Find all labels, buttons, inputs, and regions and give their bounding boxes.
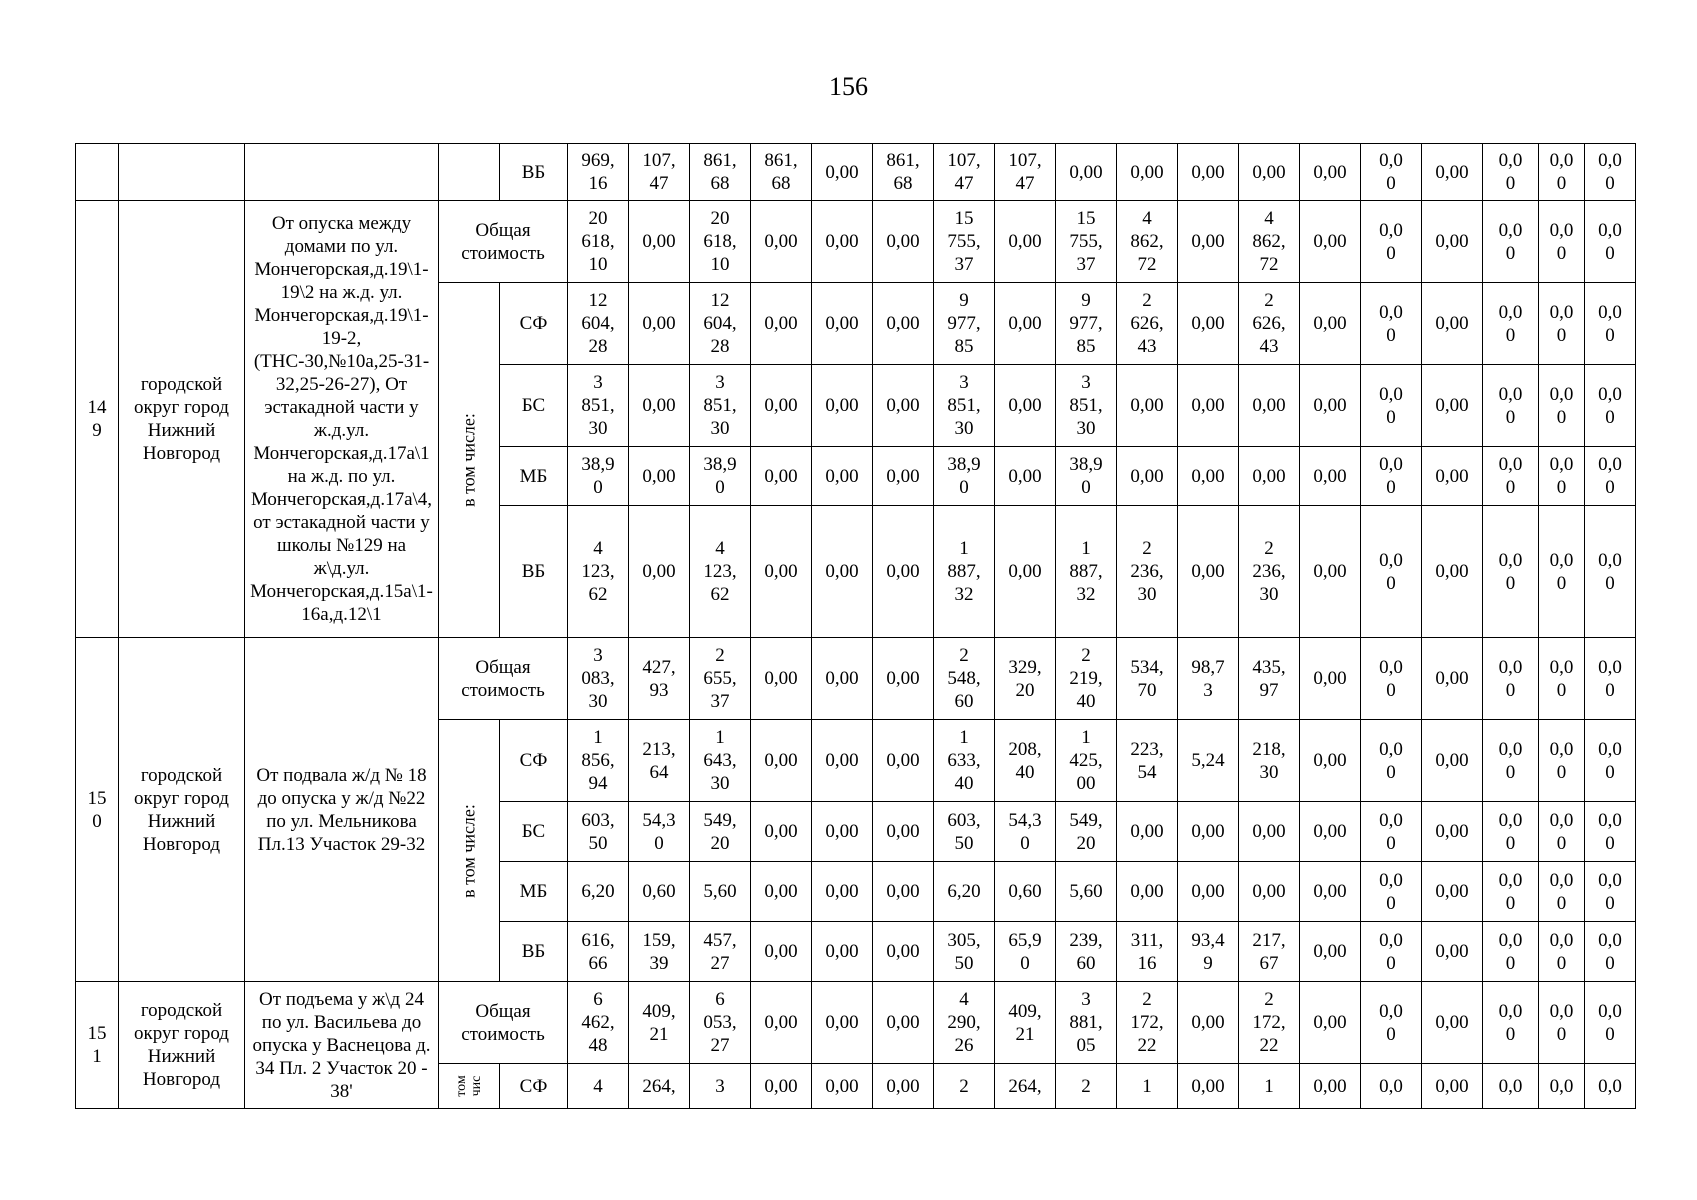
value-cell: 0,00 bbox=[751, 638, 812, 720]
value-cell: 0,0 bbox=[1361, 1064, 1422, 1109]
value-cell: 1 856, 94 bbox=[568, 720, 629, 802]
value-cell: 0,0 0 bbox=[1483, 201, 1539, 283]
value-cell: 0,00 bbox=[1178, 1064, 1239, 1109]
value-cell: 1 425, 00 bbox=[1056, 720, 1117, 802]
value-cell: 98,7 3 bbox=[1178, 638, 1239, 720]
value-cell: 0,00 bbox=[1300, 922, 1361, 982]
value-cell: 0,00 bbox=[1300, 720, 1361, 802]
value-cell: 0,00 bbox=[812, 802, 873, 862]
funding-type: БС bbox=[500, 802, 568, 862]
value-cell: 54,3 0 bbox=[995, 802, 1056, 862]
value-cell: 0,00 bbox=[1178, 506, 1239, 638]
value-cell: 0,00 bbox=[629, 283, 690, 365]
district-name: городской округ город Нижний Новгород bbox=[119, 201, 245, 638]
value-cell: 435, 97 bbox=[1239, 638, 1300, 720]
value-cell: 0,0 0 bbox=[1361, 365, 1422, 447]
value-cell: 2 bbox=[934, 1064, 995, 1109]
value-cell: 969, 16 bbox=[568, 144, 629, 201]
value-cell: 0,00 bbox=[1422, 802, 1483, 862]
value-cell: 0,00 bbox=[812, 144, 873, 201]
value-cell: 208, 40 bbox=[995, 720, 1056, 802]
value-cell: 0,0 0 bbox=[1585, 982, 1636, 1064]
value-cell: 2 219, 40 bbox=[1056, 638, 1117, 720]
entry-number: 15 0 bbox=[76, 638, 119, 982]
subgroup-label: том чис bbox=[454, 1075, 484, 1097]
value-cell: 5,60 bbox=[1056, 862, 1117, 922]
subgroup-label: в том числе: bbox=[458, 803, 479, 898]
value-cell: 223, 54 bbox=[1117, 720, 1178, 802]
route-description: От подвала ж/д № 18 до опуска у ж/д №22 по ул. Мельникова Пл.13 Участок 29-32 bbox=[245, 638, 439, 982]
value-cell: 4 123, 62 bbox=[690, 506, 751, 638]
value-cell: 603, 50 bbox=[568, 802, 629, 862]
value-cell: 0,00 bbox=[629, 201, 690, 283]
value-cell: 4 862, 72 bbox=[1117, 201, 1178, 283]
value-cell: 0,0 0 bbox=[1483, 982, 1539, 1064]
value-cell: 0,0 0 bbox=[1539, 862, 1585, 922]
value-cell: 0,0 0 bbox=[1585, 506, 1636, 638]
value-cell: 0,00 bbox=[751, 922, 812, 982]
value-cell: 0,00 bbox=[1422, 365, 1483, 447]
value-cell: 0,00 bbox=[751, 201, 812, 283]
value-cell: 0,0 0 bbox=[1483, 144, 1539, 201]
number-cell bbox=[76, 144, 119, 201]
value-cell: 0,00 bbox=[1178, 802, 1239, 862]
value-cell: 0,0 0 bbox=[1539, 802, 1585, 862]
value-cell: 3 851, 30 bbox=[568, 365, 629, 447]
value-cell: 3 bbox=[690, 1064, 751, 1109]
value-cell: 0,00 bbox=[873, 447, 934, 506]
description-cell bbox=[245, 144, 439, 201]
value-cell: 4 123, 62 bbox=[568, 506, 629, 638]
value-cell: 0,00 bbox=[873, 1064, 934, 1109]
value-cell: 264, bbox=[629, 1064, 690, 1109]
value-cell: 213, 64 bbox=[629, 720, 690, 802]
page-number: 156 bbox=[829, 72, 868, 101]
value-cell: 0,0 0 bbox=[1361, 201, 1422, 283]
value-cell: 549, 20 bbox=[690, 802, 751, 862]
value-cell: 0,00 bbox=[751, 283, 812, 365]
value-cell: 0,0 0 bbox=[1585, 201, 1636, 283]
value-cell: 0,0 0 bbox=[1585, 144, 1636, 201]
value-cell: 0,00 bbox=[751, 720, 812, 802]
value-cell: 0,00 bbox=[751, 1064, 812, 1109]
value-cell: 0,00 bbox=[812, 638, 873, 720]
value-cell: 0,00 bbox=[1178, 144, 1239, 201]
value-cell: 1 633, 40 bbox=[934, 720, 995, 802]
value-cell: 0,0 0 bbox=[1585, 802, 1636, 862]
value-cell: 0,0 0 bbox=[1483, 283, 1539, 365]
value-cell: 0,00 bbox=[1178, 365, 1239, 447]
value-cell: 217, 67 bbox=[1239, 922, 1300, 982]
value-cell: 0,0 0 bbox=[1585, 720, 1636, 802]
funding-type: СФ bbox=[500, 1064, 568, 1109]
value-cell: 4 290, 26 bbox=[934, 982, 995, 1064]
value-cell: 0,00 bbox=[1117, 862, 1178, 922]
value-cell: 0,00 bbox=[1300, 802, 1361, 862]
value-cell: 0,0 0 bbox=[1361, 506, 1422, 638]
value-cell: 0,00 bbox=[751, 506, 812, 638]
subgroup-label-cell bbox=[439, 283, 500, 638]
value-cell: 0,00 bbox=[995, 201, 1056, 283]
value-cell: 0,00 bbox=[995, 447, 1056, 506]
value-cell: 0,00 bbox=[873, 982, 934, 1064]
value-cell: 0,0 0 bbox=[1361, 144, 1422, 201]
value-cell: 107, 47 bbox=[629, 144, 690, 201]
value-cell: 0,0 0 bbox=[1539, 638, 1585, 720]
subgroup-cell bbox=[439, 144, 500, 201]
value-cell: 0,00 bbox=[751, 862, 812, 922]
value-cell: 54,3 0 bbox=[629, 802, 690, 862]
entry-number: 14 9 bbox=[76, 201, 119, 638]
value-cell: 861, 68 bbox=[751, 144, 812, 201]
value-cell: 0,0 0 bbox=[1539, 201, 1585, 283]
funding-type: СФ bbox=[500, 720, 568, 802]
value-cell: 0,00 bbox=[751, 982, 812, 1064]
value-cell: 38,9 0 bbox=[690, 447, 751, 506]
value-cell: 1 bbox=[1117, 1064, 1178, 1109]
value-cell: 0,0 bbox=[1585, 1064, 1636, 1109]
subgroup-label: в том числе: bbox=[458, 413, 479, 507]
value-cell: 534, 70 bbox=[1117, 638, 1178, 720]
value-cell: 0,00 bbox=[995, 365, 1056, 447]
value-cell: 0,00 bbox=[1422, 447, 1483, 506]
funding-type: ВБ bbox=[500, 506, 568, 638]
value-cell: 0,00 bbox=[1239, 365, 1300, 447]
value-cell: 0,00 bbox=[1300, 447, 1361, 506]
value-cell: 0,00 bbox=[1117, 802, 1178, 862]
table-row bbox=[76, 201, 1636, 283]
value-cell: 0,00 bbox=[1300, 862, 1361, 922]
value-cell: 0,00 bbox=[812, 283, 873, 365]
value-cell: 0,00 bbox=[1300, 144, 1361, 201]
total-cost-label: Общая стоимость bbox=[439, 201, 568, 283]
value-cell: 0,00 bbox=[629, 365, 690, 447]
value-cell: 0,00 bbox=[873, 802, 934, 862]
value-cell: 93,4 9 bbox=[1178, 922, 1239, 982]
entry-number: 15 1 bbox=[76, 982, 119, 1109]
value-cell: 5,24 bbox=[1178, 720, 1239, 802]
value-cell: 0,00 bbox=[1422, 1064, 1483, 1109]
value-cell: 0,00 bbox=[1300, 283, 1361, 365]
value-cell: 0,00 bbox=[873, 638, 934, 720]
value-cell: 0,00 bbox=[1178, 862, 1239, 922]
value-cell: 0,00 bbox=[751, 365, 812, 447]
subgroup-label-cell bbox=[439, 720, 500, 982]
value-cell: 0,00 bbox=[812, 922, 873, 982]
value-cell: 0,0 0 bbox=[1361, 802, 1422, 862]
value-cell: 1 887, 32 bbox=[934, 506, 995, 638]
value-cell: 0,0 0 bbox=[1483, 365, 1539, 447]
value-cell: 0,00 bbox=[1178, 201, 1239, 283]
funding-type: МБ bbox=[500, 447, 568, 506]
value-cell: 6,20 bbox=[934, 862, 995, 922]
value-cell: 3 083, 30 bbox=[568, 638, 629, 720]
value-cell: 0,00 bbox=[1422, 720, 1483, 802]
value-cell: 2 626, 43 bbox=[1117, 283, 1178, 365]
value-cell: 0,0 0 bbox=[1483, 506, 1539, 638]
district-cell bbox=[119, 144, 245, 201]
value-cell: 0,0 0 bbox=[1539, 283, 1585, 365]
value-cell: 0,00 bbox=[1300, 982, 1361, 1064]
value-cell: 0,00 bbox=[1300, 506, 1361, 638]
value-cell: 2 bbox=[1056, 1064, 1117, 1109]
value-cell: 0,0 0 bbox=[1361, 982, 1422, 1064]
value-cell: 0,0 bbox=[1483, 1064, 1539, 1109]
value-cell: 0,00 bbox=[1178, 283, 1239, 365]
value-cell: 2 655, 37 bbox=[690, 638, 751, 720]
value-cell: 0,00 bbox=[1117, 144, 1178, 201]
value-cell: 603, 50 bbox=[934, 802, 995, 862]
route-description: От опуска между домами по ул. Мончегорская,д.19\1-19\2 на ж.д. ул. Мончегорская,д.19\1-19-2, (ТНС-30,№10а,25-31-32,25-26-27), От эстакадной части у ж.д.ул. Мончегорская,д.17а\1 на ж.д. по ул. Мончегорская,д.17а\4, от эстакадной части у школы №129 на ж\д.ул. Мончегорская,д.15а\1-16а,д.12\1 bbox=[245, 201, 439, 638]
value-cell: 0,00 bbox=[1422, 982, 1483, 1064]
value-cell: 0,0 0 bbox=[1483, 720, 1539, 802]
value-cell: 0,0 0 bbox=[1361, 447, 1422, 506]
value-cell: 218, 30 bbox=[1239, 720, 1300, 802]
funding-type: СФ bbox=[500, 283, 568, 365]
value-cell: 1 887, 32 bbox=[1056, 506, 1117, 638]
value-cell: 0,00 bbox=[995, 506, 1056, 638]
value-cell: 0,00 bbox=[751, 802, 812, 862]
value-cell: 5,60 bbox=[690, 862, 751, 922]
value-cell: 0,0 0 bbox=[1585, 638, 1636, 720]
value-cell: 2 548, 60 bbox=[934, 638, 995, 720]
value-cell: 3 851, 30 bbox=[690, 365, 751, 447]
value-cell: 0,00 bbox=[873, 922, 934, 982]
funding-type: БС bbox=[500, 365, 568, 447]
total-cost-label: Общая стоимость bbox=[439, 982, 568, 1064]
value-cell: 0,0 0 bbox=[1539, 982, 1585, 1064]
value-cell: 0,00 bbox=[1422, 862, 1483, 922]
value-cell: 0,0 0 bbox=[1585, 283, 1636, 365]
value-cell: 0,00 bbox=[1239, 144, 1300, 201]
funding-type: МБ bbox=[500, 862, 568, 922]
value-cell: 0,0 0 bbox=[1361, 922, 1422, 982]
value-cell: 0,00 bbox=[1239, 862, 1300, 922]
value-cell: 38,9 0 bbox=[1056, 447, 1117, 506]
value-cell: 107, 47 bbox=[995, 144, 1056, 201]
value-cell: 457, 27 bbox=[690, 922, 751, 982]
value-cell: 107, 47 bbox=[934, 144, 995, 201]
value-cell: 0,0 0 bbox=[1539, 720, 1585, 802]
value-cell: 38,9 0 bbox=[568, 447, 629, 506]
value-cell: 0,00 bbox=[1422, 144, 1483, 201]
value-cell: 0,0 0 bbox=[1539, 144, 1585, 201]
value-cell: 0,0 0 bbox=[1483, 802, 1539, 862]
total-cost-label: Общая стоимость bbox=[439, 638, 568, 720]
value-cell: 1 bbox=[1239, 1064, 1300, 1109]
value-cell: 0,00 bbox=[1056, 144, 1117, 201]
value-cell: 264, bbox=[995, 1064, 1056, 1109]
value-cell: 3 881, 05 bbox=[1056, 982, 1117, 1064]
value-cell: 0,00 bbox=[629, 447, 690, 506]
value-cell: 0,00 bbox=[1239, 802, 1300, 862]
value-cell: 159, 39 bbox=[629, 922, 690, 982]
value-cell: 239, 60 bbox=[1056, 922, 1117, 982]
value-cell: 616, 66 bbox=[568, 922, 629, 982]
value-cell: 2 626, 43 bbox=[1239, 283, 1300, 365]
value-cell: 0,0 bbox=[1539, 1064, 1585, 1109]
type-cell: ВБ bbox=[500, 144, 568, 201]
value-cell: 427, 93 bbox=[629, 638, 690, 720]
value-cell: 0,00 bbox=[995, 283, 1056, 365]
value-cell: 0,00 bbox=[1117, 365, 1178, 447]
table-row bbox=[76, 144, 1636, 201]
value-cell: 0,00 bbox=[873, 201, 934, 283]
value-cell: 2 236, 30 bbox=[1117, 506, 1178, 638]
value-cell: 0,0 0 bbox=[1483, 638, 1539, 720]
funding-type: ВБ bbox=[500, 922, 568, 982]
value-cell: 0,00 bbox=[873, 365, 934, 447]
value-cell: 0,0 0 bbox=[1483, 447, 1539, 506]
district-name: городской округ город Нижний Новгород bbox=[119, 982, 245, 1109]
value-cell: 6,20 bbox=[568, 862, 629, 922]
value-cell: 0,00 bbox=[1117, 447, 1178, 506]
value-cell: 0,0 0 bbox=[1539, 506, 1585, 638]
value-cell: 9 977, 85 bbox=[934, 283, 995, 365]
value-cell: 0,00 bbox=[812, 862, 873, 922]
value-cell: 6 053, 27 bbox=[690, 982, 751, 1064]
value-cell: 2 172, 22 bbox=[1117, 982, 1178, 1064]
value-cell: 3 851, 30 bbox=[934, 365, 995, 447]
value-cell: 4 bbox=[568, 1064, 629, 1109]
value-cell: 0,00 bbox=[1300, 365, 1361, 447]
value-cell: 0,00 bbox=[1422, 506, 1483, 638]
value-cell: 0,00 bbox=[1239, 447, 1300, 506]
value-cell: 0,00 bbox=[812, 720, 873, 802]
value-cell: 0,00 bbox=[1422, 201, 1483, 283]
district-name: городской округ город Нижний Новгород bbox=[119, 638, 245, 982]
value-cell: 0,00 bbox=[873, 862, 934, 922]
value-cell: 4 862, 72 bbox=[1239, 201, 1300, 283]
value-cell: 0,00 bbox=[812, 506, 873, 638]
value-cell: 0,00 bbox=[629, 506, 690, 638]
value-cell: 0,00 bbox=[1178, 982, 1239, 1064]
value-cell: 0,00 bbox=[812, 365, 873, 447]
value-cell: 311, 16 bbox=[1117, 922, 1178, 982]
value-cell: 3 851, 30 bbox=[1056, 365, 1117, 447]
value-cell: 0,00 bbox=[873, 506, 934, 638]
route-description: От подъема у ж\д 24 по ул. Васильева до опуска у Васнецова д. 34 Пл. 2 Участок 20 - 38' bbox=[245, 982, 439, 1109]
value-cell: 20 618, 10 bbox=[690, 201, 751, 283]
value-cell: 38,9 0 bbox=[934, 447, 995, 506]
value-cell: 0,00 bbox=[1300, 638, 1361, 720]
value-cell: 0,00 bbox=[812, 982, 873, 1064]
value-cell: 549, 20 bbox=[1056, 802, 1117, 862]
table-row bbox=[76, 638, 1636, 720]
value-cell: 0,0 0 bbox=[1483, 862, 1539, 922]
value-cell: 0,0 0 bbox=[1539, 365, 1585, 447]
value-cell: 861, 68 bbox=[873, 144, 934, 201]
value-cell: 0,0 0 bbox=[1361, 720, 1422, 802]
value-cell: 0,0 0 bbox=[1361, 638, 1422, 720]
value-cell: 0,0 0 bbox=[1585, 447, 1636, 506]
table-row bbox=[76, 982, 1636, 1064]
value-cell: 0,00 bbox=[1300, 201, 1361, 283]
value-cell: 9 977, 85 bbox=[1056, 283, 1117, 365]
value-cell: 20 618, 10 bbox=[568, 201, 629, 283]
value-cell: 0,00 bbox=[812, 447, 873, 506]
value-cell: 409, 21 bbox=[995, 982, 1056, 1064]
value-cell: 409, 21 bbox=[629, 982, 690, 1064]
value-cell: 1 643, 30 bbox=[690, 720, 751, 802]
value-cell: 2 172, 22 bbox=[1239, 982, 1300, 1064]
value-cell: 0,0 0 bbox=[1539, 447, 1585, 506]
value-cell: 0,00 bbox=[812, 201, 873, 283]
value-cell: 0,0 0 bbox=[1361, 283, 1422, 365]
value-cell: 6 462, 48 bbox=[568, 982, 629, 1064]
value-cell: 0,00 bbox=[751, 447, 812, 506]
value-cell: 2 236, 30 bbox=[1239, 506, 1300, 638]
value-cell: 0,0 0 bbox=[1361, 862, 1422, 922]
value-cell: 12 604, 28 bbox=[690, 283, 751, 365]
value-cell: 329, 20 bbox=[995, 638, 1056, 720]
value-cell: 0,00 bbox=[873, 720, 934, 802]
value-cell: 0,60 bbox=[629, 862, 690, 922]
value-cell: 0,00 bbox=[1300, 1064, 1361, 1109]
value-cell: 0,00 bbox=[873, 283, 934, 365]
value-cell: 0,00 bbox=[1178, 447, 1239, 506]
value-cell: 65,9 0 bbox=[995, 922, 1056, 982]
value-cell: 0,00 bbox=[1422, 922, 1483, 982]
value-cell: 305, 50 bbox=[934, 922, 995, 982]
value-cell: 0,0 0 bbox=[1539, 922, 1585, 982]
value-cell: 15 755, 37 bbox=[934, 201, 995, 283]
value-cell: 0,00 bbox=[812, 1064, 873, 1109]
subgroup-label-cell bbox=[439, 1064, 500, 1109]
value-cell: 15 755, 37 bbox=[1056, 201, 1117, 283]
value-cell: 861, 68 bbox=[690, 144, 751, 201]
value-cell: 0,0 0 bbox=[1585, 365, 1636, 447]
value-cell: 0,60 bbox=[995, 862, 1056, 922]
value-cell: 0,0 0 bbox=[1483, 922, 1539, 982]
value-cell: 0,00 bbox=[1422, 283, 1483, 365]
value-cell: 0,00 bbox=[1422, 638, 1483, 720]
value-cell: 12 604, 28 bbox=[568, 283, 629, 365]
value-cell: 0,0 0 bbox=[1585, 922, 1636, 982]
budget-table bbox=[75, 143, 1636, 1109]
value-cell: 0,0 0 bbox=[1585, 862, 1636, 922]
